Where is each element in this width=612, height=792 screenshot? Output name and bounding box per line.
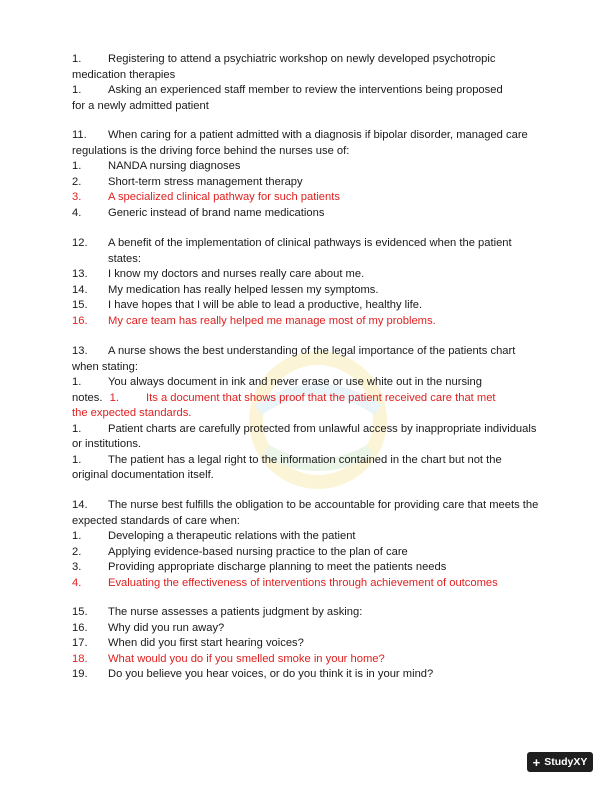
answer-option: 1. You always document in ink and never erase or use white out in the nursing xyxy=(72,376,482,388)
answer-option: 4. Generic instead of brand name medications xyxy=(72,206,325,219)
question-13: 13. A nurse shows the best understanding of the legal importance of the patients chart when stating: 1. You always document in ink and never erase or use white out in the nursing notes. 1. Its a document that shows proof that the patient received care that met the expected standards. 1. Patient charts are carefully protected from unlawful access by inappropriate individuals or institutions. 1. The patient has a legal right to the information contained in the chart but not the original documentation itself. xyxy=(72,344,542,484)
answer-option: 16. Why did you run away? xyxy=(72,621,225,634)
answer-option: 14. My medication has really helped lessen my symptoms. xyxy=(72,283,379,296)
question-continuation: 1. Registering to attend a psychiatric workshop on newly developed psychotropic medication therapies 1. Asking an experienced staff member to review the interventions being proposed for a newly admitted patient xyxy=(72,53,503,112)
question-12: 12. A benefit of the implementation of clinical pathways is evidenced when the patient states: 13. I know my doctors and nurses really care about me. 14. My medication has really helped lessen my symptoms. 15. I have hopes that I will be able to lead a productive, healthy life. 16. My care team has really helped me manage most of my problems. xyxy=(72,236,542,329)
badge-label: StudyXY xyxy=(544,756,588,768)
answer-option: 2. Short-term stress management therapy xyxy=(72,175,303,188)
answer-option: 1. NANDA nursing diagnoses xyxy=(72,160,241,172)
answer-option-continued: notes. 1. Its a document that shows proof that the patient received care that met xyxy=(72,391,496,404)
answer-option: 2. Applying evidence-based nursing practice to the plan of care xyxy=(72,545,408,558)
correct-answer-option: 3. A specialized clinical pathway for such patients xyxy=(72,191,340,203)
answer-option: 1. The patient has a legal right to the information contained in the chart but not the xyxy=(72,453,502,466)
studyxy-badge[interactable] xyxy=(527,752,593,772)
correct-answer-option-continued: the expected standards. xyxy=(72,407,192,419)
correct-answer-option: 18. What would you do if you smelled smoke in your home? xyxy=(72,652,385,665)
correct-answer-option: Its a document that shows proof that the patient received care that met xyxy=(146,391,496,404)
correct-answer-option: 16. My care team has really helped me manage most of my problems. xyxy=(72,314,436,327)
question-11: 11. When caring for a patient admitted with a diagnosis if bipolar disorder, managed care regulations is the driving force behind the nurses use of: 1. NANDA nursing diagnoses 2. Short-term stress management therapy 3. A specialized clinical pathway for such patients 4. Generic instead of brand name medications xyxy=(72,128,542,221)
correct-answer-option: 4. Evaluating the effectiveness of interventions through achievement of outcomes xyxy=(72,576,498,589)
answer-option: 15. I have hopes that I will be able to lead a productive, healthy life. xyxy=(72,299,423,311)
answer-option: 1. Developing a therapeutic relations with the patient xyxy=(72,530,356,542)
question-15: 15. The nurse assesses a patients judgment by asking: 16. Why did you run away? 17. When did you first start hearing voices? 18. What would you do if you smelled smoke in your home? 19. Do you believe you hear voices, or do you think it is in your mind? xyxy=(72,605,542,683)
answer-option: 19. Do you believe you hear voices, or do you think it is in your mind? xyxy=(72,668,434,680)
answer-option: 13. I know my doctors and nurses really care about me. xyxy=(72,268,365,280)
plus-icon: + xyxy=(532,754,541,770)
question-14: 14. The nurse best fulfills the obligation to be accountable for providing care that meets the expected standards of care when: 1. Developing a therapeutic relations with the patient 2. Applying evidence-based nursing practice to the plan of care 3. Providing appropriate discharge planning to meet the patients needs 4. Evaluating the effectiveness of interventions through achievement of outcomes xyxy=(72,498,542,591)
answer-option: 17. When did you first start hearing voices? xyxy=(72,637,304,649)
answer-option: 3. Providing appropriate discharge planning to meet the patients needs xyxy=(72,561,447,573)
answer-option: 1. Patient charts are carefully protected from unlawful access by inappropriate individuals xyxy=(72,422,537,435)
